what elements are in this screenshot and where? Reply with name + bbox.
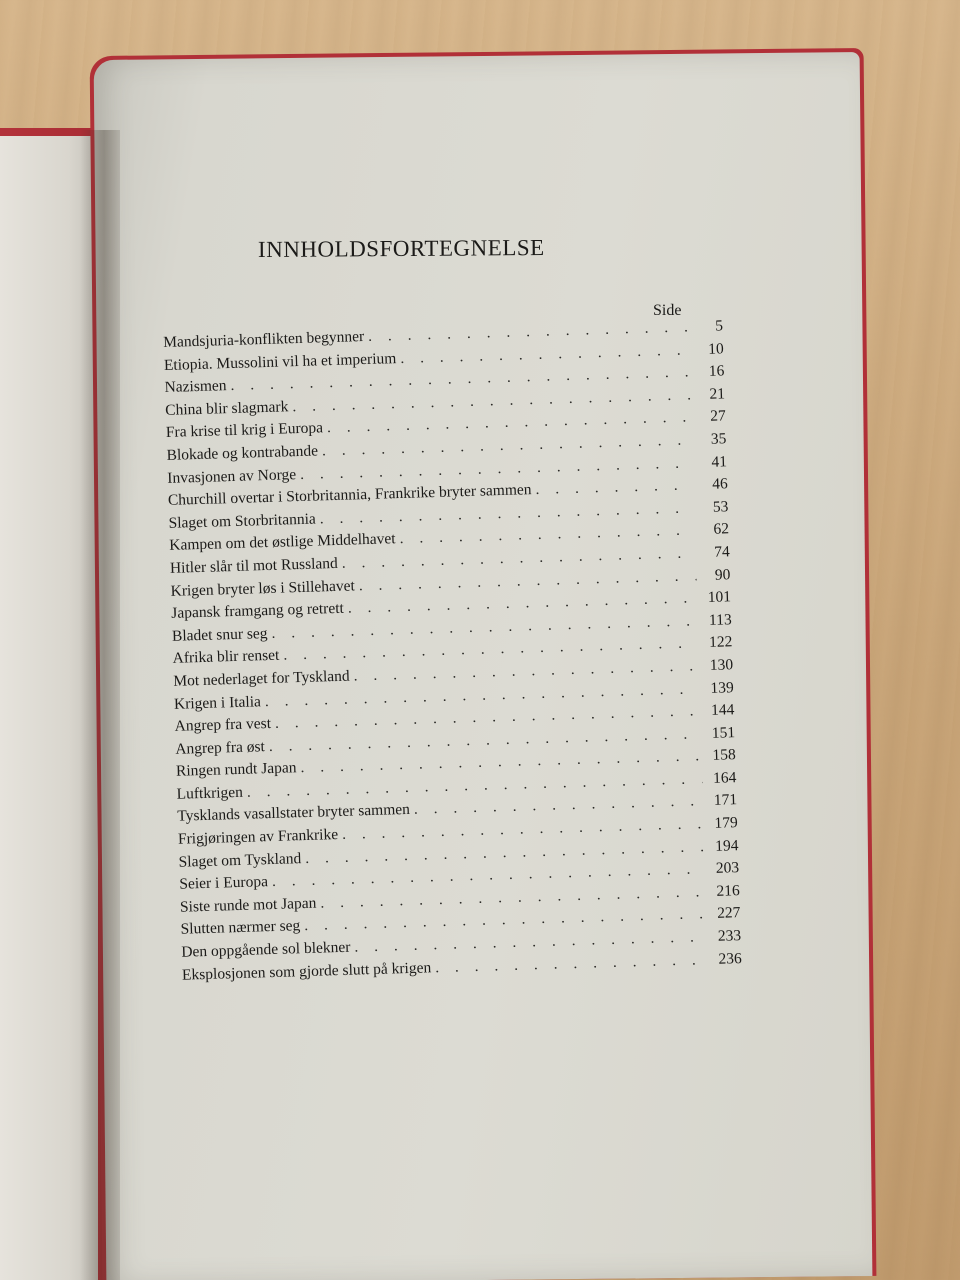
toc-entry-title: Eksplosjonen som gjorde slutt på krigen <box>181 958 432 984</box>
toc-entry-title: Kampen om det østlige Middelhavet <box>169 530 396 555</box>
toc-entry-page: 236 <box>718 949 743 968</box>
toc-entry-title: Japansk framgang og retrett <box>171 599 345 622</box>
toc-entry-title: Angrep fra vest <box>174 715 272 735</box>
toc-entry-page: 130 <box>709 656 734 674</box>
toc-entry-title: Bladet snur seg <box>171 624 268 645</box>
toc-entry-page: 21 <box>709 385 726 403</box>
toc-entry-title: Etiopia. Mussolini vil ha et imperium <box>163 349 397 374</box>
toc-entry-page: 233 <box>717 927 742 945</box>
toc-entry-title: Krigen bryter løs i Stillehavet <box>170 576 356 600</box>
toc-entry-page: 46 <box>711 475 728 493</box>
toc-entry-title: Slaget om Storbritannia <box>168 510 317 532</box>
toc-entry-title: Siste runde mot Japan <box>179 894 317 916</box>
toc-entry-title: China blir slagmark <box>165 398 289 419</box>
toc-entry-page: 35 <box>710 430 727 448</box>
toc-entry-page: 151 <box>711 723 736 742</box>
page-column-label: Side <box>653 302 682 319</box>
toc-entry-title: Krigen i Italia <box>173 692 262 713</box>
toc-entry-page: 90 <box>714 565 731 584</box>
dot-leader <box>535 476 694 499</box>
toc-entry-title: Den oppgående sol blekner <box>181 938 351 961</box>
toc-entry-page: 171 <box>713 791 738 810</box>
toc-entry-page: 158 <box>712 746 736 765</box>
toc-entry-title: Slutten nærmer seg <box>180 917 301 939</box>
toc-entry-page: 179 <box>714 814 739 832</box>
toc-entry-title: Churchill overtar i Storbritannia, Frankrike bryter sammen <box>167 481 532 510</box>
toc-entry-title: Invasjonen av Norge <box>167 465 297 487</box>
toc-entry-page: 164 <box>712 769 737 787</box>
toc-entry-page: 16 <box>708 362 725 381</box>
toc-entry-title: Afrika blir renset <box>172 647 280 668</box>
toc-entry-title: Luftkrigen <box>176 783 244 803</box>
toc-entry-page: 53 <box>712 498 729 516</box>
toc-entry-title: Slaget om Tyskland <box>178 849 302 871</box>
toc-entry-title: Frigjøringen av Frankrike <box>177 826 339 848</box>
toc-entry-title: Seier i Europa <box>179 873 269 894</box>
toc-entry-title: Mandsjuria-konflikten begynner <box>163 328 365 351</box>
toc-entry-page: 5 <box>715 317 724 335</box>
toc-entry-title: Angrep fra øst <box>175 737 266 758</box>
toc-entry-page: 101 <box>707 588 732 607</box>
toc-entry-title: Hitler slår til mot Russland <box>169 554 339 577</box>
toc-entry-page: 122 <box>708 633 733 652</box>
page-title: INNHOLDSFORTEGNELSE <box>257 234 545 263</box>
toc-entry-page: 74 <box>713 543 730 561</box>
toc-entry-page: 27 <box>709 407 726 426</box>
toc-entry-page: 62 <box>713 520 730 539</box>
toc-entry-title: Blokade og kontrabande <box>166 442 319 464</box>
toc-entry-page: 194 <box>714 836 739 855</box>
toc-entry-page: 203 <box>715 859 740 878</box>
table-of-contents <box>163 317 742 989</box>
toc-entry-page: 113 <box>708 610 732 629</box>
toc-entry-title: Ringen rundt Japan <box>175 759 297 781</box>
toc-entry-title: Fra krise til krig i Europa <box>165 419 324 442</box>
toc-entry-title: Mot nederlaget for Tyskland <box>173 667 350 690</box>
toc-entry-page: 41 <box>711 452 728 471</box>
toc-entry-page: 216 <box>716 881 741 900</box>
toc-entry-page: 139 <box>710 678 734 697</box>
toc-entry-page: 144 <box>710 701 735 719</box>
toc-entry-page: 227 <box>716 904 741 923</box>
toc-entry-title: Nazismen <box>164 377 227 397</box>
spine-shadow <box>80 130 120 1280</box>
toc-entry-page: 10 <box>707 339 724 358</box>
toc-entry-title: Tysklands vasallstater bryter sammen <box>177 801 411 826</box>
